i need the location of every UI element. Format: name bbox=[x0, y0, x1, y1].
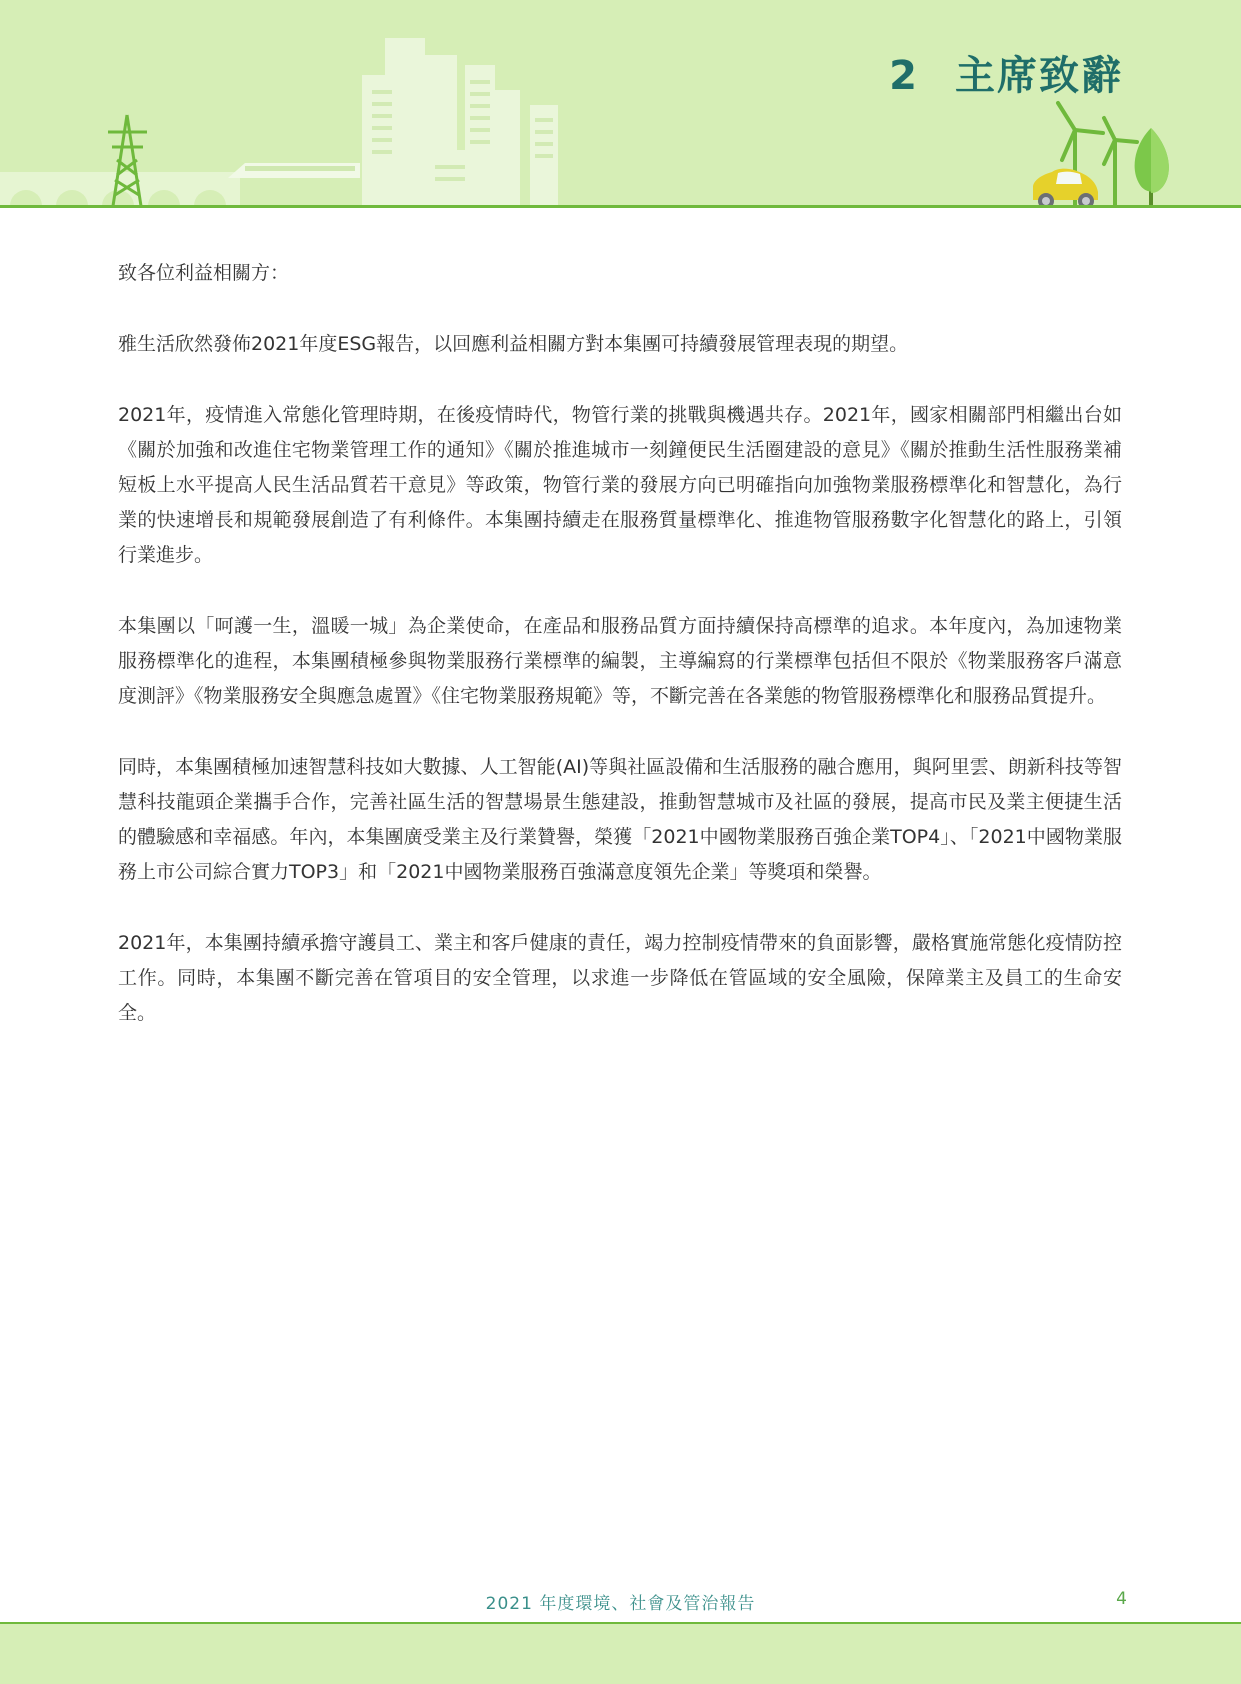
paragraph-standards: 本集團以「呵護一生，溫暖一城」為企業使命，在產品和服務品質方面持續保持高標準的追求。本年度內，為加速物業服務標準化的進程，本集團積極參與物業服務行業標準的編製，主導編寫的行業標準包括但不限於《物業服務客戶滿意度測評》《物業服務安全與應急處置》《住宅物業服務規範》等，不斷完善在各業態的物管服務標準化和服務品質提升。 bbox=[118, 615, 1122, 707]
footer-band bbox=[0, 1624, 1241, 1684]
page-number: 4 bbox=[1116, 1589, 1127, 1609]
footer-report-title: 2021 年度環境、社會及管治報告 bbox=[485, 1594, 756, 1614]
paragraph-industry: 2021年，疫情進入常態化管理時期，在後疫情時代，物管行業的挑戰與機遇共存。2021年，國家相關部門相繼出台如《關於加強和改進住宅物業管理工作的通知》《關於推進城市一刻鐘便民生活圈建設的意見》《關於推動生活性服務業補短板上水平提高人民生活品質若干意見》等政策，物管行業的發展方向已明確指向加強物業服務標準化和智慧化，為行業的快速增長和規範發展創造了有利條件。本集團持續走在服務質量標準化、推進物管服務數字化智慧化的路上，引領行業進步。 bbox=[118, 404, 1122, 566]
city-skyline-illustration bbox=[0, 0, 1241, 206]
section-title: 主席致辭 bbox=[955, 53, 1123, 99]
paragraph-safety: 2021年，本集團持續承擔守護員工、業主和客戶健康的責任，竭力控制疫情帶來的負面影響，嚴格實施常態化疫情防控工作。同時，本集團不斷完善在管項目的安全管理，以求進一步降低在管區域的安全風險，保障業主及員工的生命安全。 bbox=[118, 932, 1122, 1024]
tree-graphic bbox=[1135, 128, 1169, 206]
section-number: 2 bbox=[889, 53, 919, 99]
header-divider bbox=[0, 205, 1241, 208]
section-heading bbox=[889, 44, 1123, 101]
paragraph-smart-tech: 同時，本集團積極加速智慧科技如大數據、人工智能(AI)等與社區設備和生活服務的融合應用，與阿里雲、朗新科技等智慧科技龍頭企業攜手合作，完善社區生活的智慧場景生態建設，推動智慧城市及社區的發展，提高市民及業主便捷生活的體驗感和幸福感。年內，本集團廣受業主及行業贊譽，榮獲「2021中國物業服務百強企業TOP4」、「2021中國物業服務上市公司綜合實力TOP3」和「2021中國物業服務百強滿意度領先企業」等獎項和榮譽。 bbox=[118, 756, 1122, 883]
car-graphic bbox=[1033, 169, 1098, 206]
train-graphic bbox=[228, 163, 360, 178]
paragraph-intro: 雅生活欣然發佈2021年度ESG報告，以回應利益相關方對本集團可持續發展管理表現的期望。 bbox=[118, 333, 909, 355]
salutation: 致各位利益相關方： bbox=[118, 262, 290, 284]
letter-body bbox=[118, 256, 1122, 1067]
